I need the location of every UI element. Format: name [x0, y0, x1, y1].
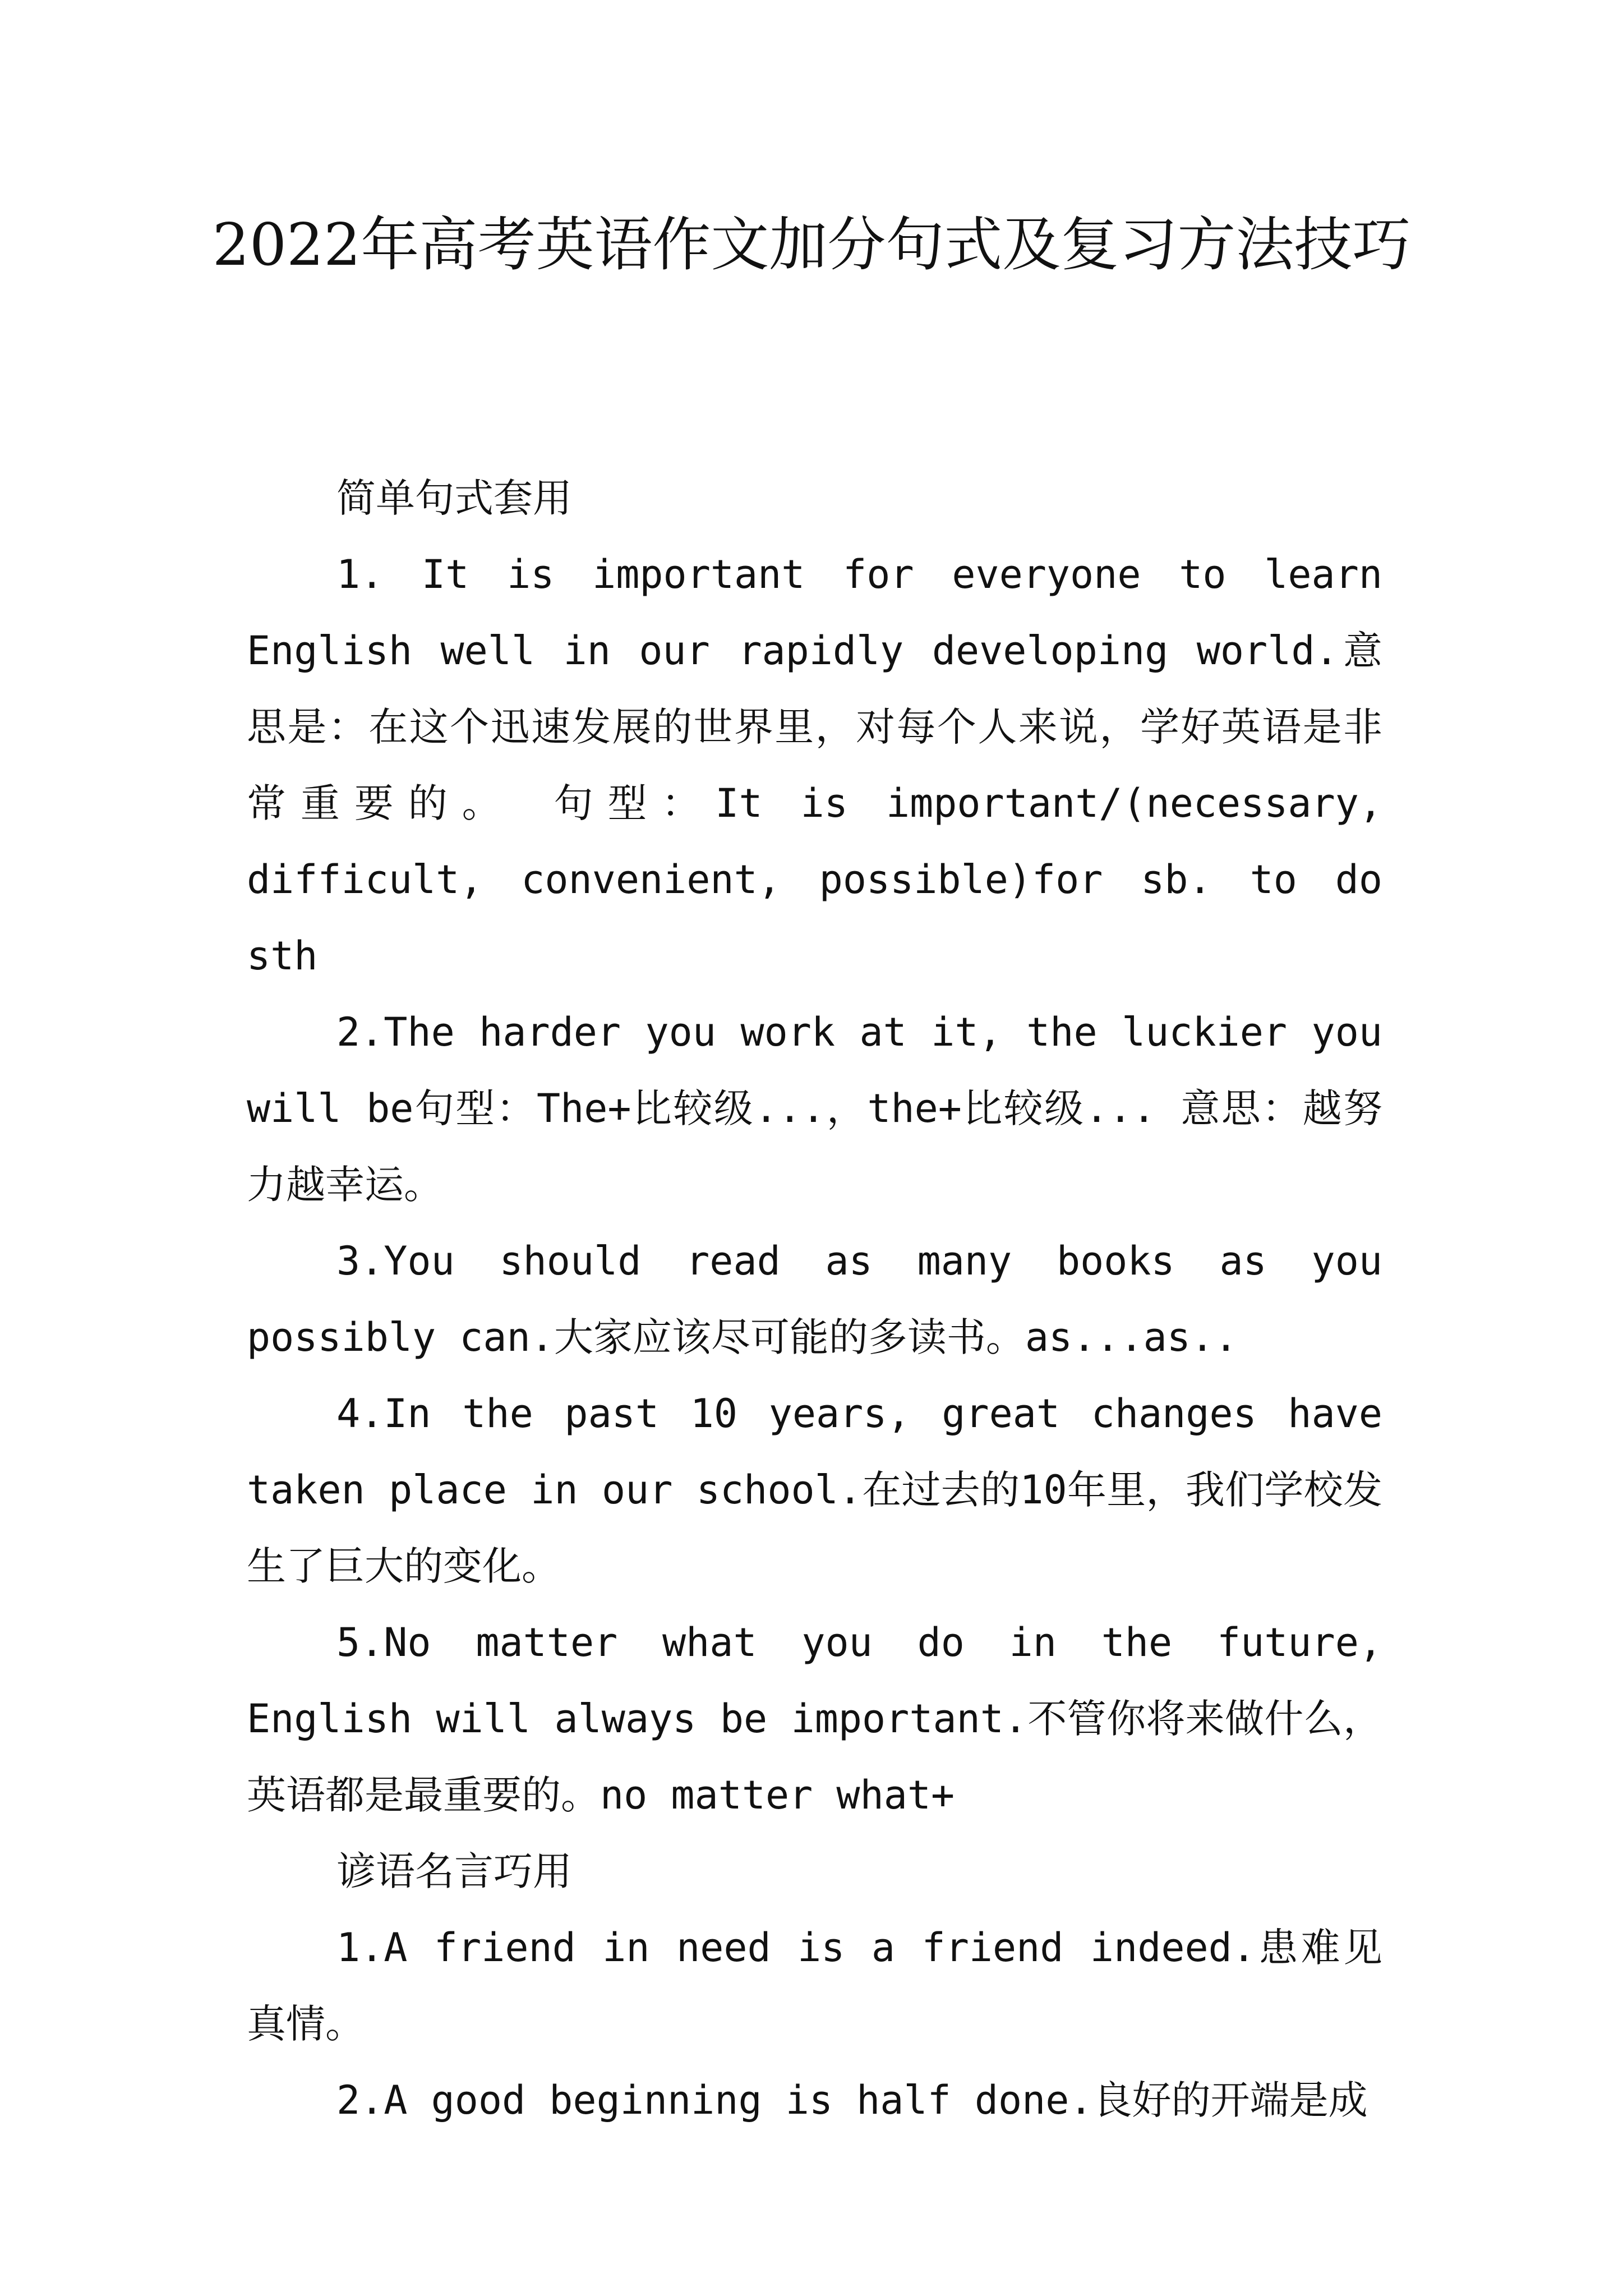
list-item: 5.No matter what you do in the future, English will always be important.不管你将来做什么，英语都是最重要的。no matter what+	[247, 1619, 1382, 1818]
list-item: 4.In the past 10 years, great changes have taken place in our school.在过去的10年里，我们学校发生了巨大的变化。	[247, 1391, 1382, 1589]
document-body	[247, 460, 1382, 2138]
list-item: 1. It is important for everyone to learn English well in our rapidly developing world.意思是：在这个迅速发展的世界里，对每个人来说，学好英语是非常重要的。 句型：It is important/(necessary, difficult, convenient, possible)for sb. to do sth	[247, 551, 1382, 979]
document-title: 2022年高考英语作文加分句式及复习方法技巧	[212, 210, 1411, 279]
section-heading: 简单句式套用	[336, 475, 572, 521]
list-item: 3.You should read as many books as you possibly can.大家应该尽可能的多读书。as...as..	[247, 1238, 1382, 1360]
list-item: 2.The harder you work at it, the luckier you will be句型：The+比较级...，the+比较级... 意思：越努力越幸运。	[247, 1009, 1382, 1208]
list-item: 1.A friend in need is a friend indeed.患难见真情。	[247, 1925, 1382, 2047]
list-item: 2.A good beginning is half done.良好的开端是成	[336, 2077, 1368, 2123]
section-heading: 谚语名言巧用	[336, 1848, 572, 1894]
